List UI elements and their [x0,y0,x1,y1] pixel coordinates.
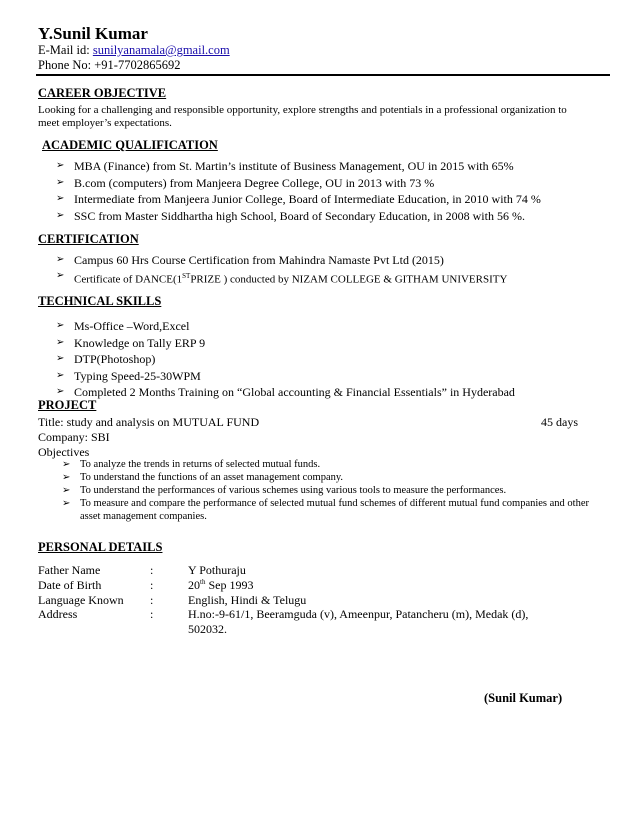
arrow-bullet-icon: ➢ [56,270,65,281]
list-item: ➢ Ms-Office –Word,Excel [56,319,190,333]
career-objective-line-2: meet employer’s expectations. [38,117,172,129]
technical-skills-list [48,318,515,401]
father-name-value: Y Pothuraju [188,563,246,577]
project-duration: 45 days [541,415,578,429]
arrow-bullet-icon: ➢ [62,459,71,470]
email-line [38,43,230,58]
certification-heading: CERTIFICATION [38,232,139,246]
arrow-bullet-icon: ➢ [56,353,65,364]
project-objectives-list [54,458,610,523]
arrow-bullet-icon: ➢ [62,485,71,496]
signature-name: (Sunil Kumar) [484,691,563,705]
technical-skills-heading: TECHNICAL SKILLS [38,294,162,308]
list-item: ➢ Knowledge on Tally ERP 9 [56,335,206,350]
list-item: ➢ To analyze the trends in returns of selected mutual funds. [62,459,321,470]
dob-label: Date of Birth [38,578,102,592]
list-item: ➢ Intermediate from Manjeera Junior College, Board of Intermediate Education, in 2010 with 74 % [56,192,541,206]
list-item: ➢ Certificate of DANCE(1STPRIZE ) conducted by NIZAM COLLEGE & GITHAM UNIVERSITY [56,270,508,286]
list-item: ➢ MBA (Finance) from St. Martin’s institute of Business Management, OU in 2015 with 65% [56,159,514,173]
separator: : [150,607,154,621]
arrow-bullet-icon: ➢ [56,336,65,348]
arrow-bullet-icon: ➢ [56,254,65,265]
arrow-bullet-icon: ➢ [62,472,71,483]
list-item: ➢ Completed 2 Months Training on “Global accounting & Financial Essentials” in Hyderabad [56,385,515,399]
separator: : [150,593,154,607]
project-heading: PROJECT [38,398,97,412]
career-objective-line-1: Looking for a challenging and responsible opportunity, explore strengths and potentials in a professional organization to [38,104,567,116]
arrow-bullet-icon: ➢ [56,320,65,331]
list-item: ➢ To understand the functions of an asset management company. [62,472,344,483]
list-item: ➢ Campus 60 Hrs Course Certification from Mahindra Namaste Pvt Ltd (2015) [56,253,444,267]
academic-heading: ACADEMIC QUALIFICATION [42,138,218,152]
language-label: Language Known [38,593,124,607]
arrow-bullet-icon: ➢ [56,193,65,204]
phone-line: Phone No: +91-7702865692 [38,58,181,72]
address-line-2: 502032. [188,622,227,636]
separator: : [150,578,154,592]
separator: : [150,563,154,577]
header-divider [36,74,610,76]
arrow-bullet-icon: ➢ [62,498,71,509]
list-item: ➢ To measure and compare the performance of selected mutual fund schemes of different mutual fund companies and other asset management companies. [62,498,590,522]
candidate-name: Y.Sunil Kumar [38,24,148,43]
email-link[interactable]: sunilyanamala@gmail.com [92,43,230,57]
list-item: ➢ DTP(Photoshop) [56,352,156,366]
arrow-bullet-icon: ➢ [56,209,65,221]
academic-list [48,158,541,224]
address-line-1: H.no:-9-61/1, Beeramguda (v), Ameenpur, Patancheru (m), Medak (d), [188,607,529,621]
list-item: ➢ SSC from Master Siddhartha high School, Board of Secondary Education, in 2008 with 56 %. [56,208,525,223]
language-value: English, Hindi & Telugu [188,593,307,607]
list-item: ➢ B.com (computers) from Manjeera Degree College, OU in 2013 with 73 % [56,175,435,190]
arrow-bullet-icon: ➢ [56,386,65,397]
project-objectives-label: Objectives [38,445,90,459]
list-item: ➢ To understand the performances of various schemes using various tools to measure the performances. [62,485,507,496]
email-label: E-Mail id: [38,43,90,57]
list-item: ➢ Typing Speed-25-30WPM [56,368,201,383]
dob-value: 20th Sep 1993 [188,578,254,592]
career-objective-heading: CAREER OBJECTIVE [38,86,167,100]
father-name-label: Father Name [38,563,101,577]
project-title: Title: study and analysis on MUTUAL FUND [38,415,260,429]
arrow-bullet-icon: ➢ [56,160,65,171]
address-label: Address [38,607,78,621]
arrow-bullet-icon: ➢ [56,176,65,188]
certification-list [48,252,507,288]
project-company: Company: SBI [38,430,110,444]
personal-details-heading: PERSONAL DETAILS [38,540,163,554]
arrow-bullet-icon: ➢ [56,369,65,381]
